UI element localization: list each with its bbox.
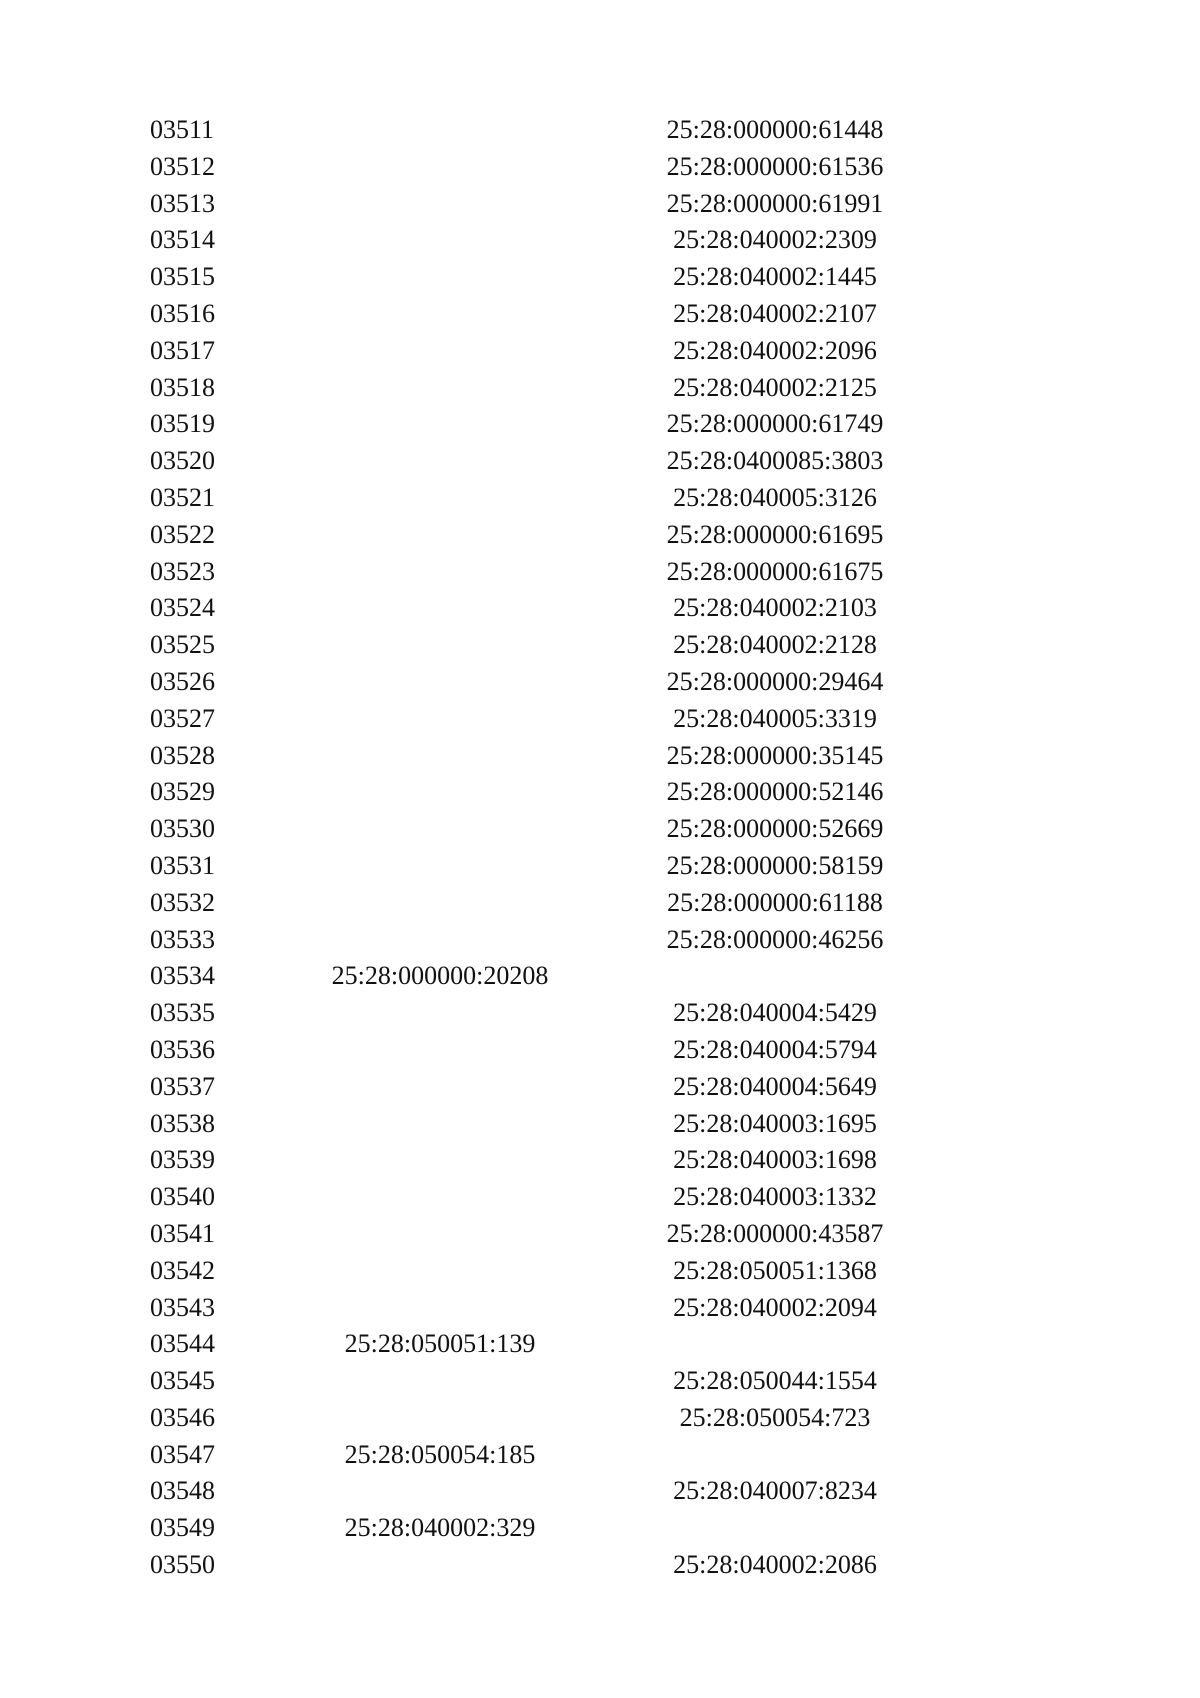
row-number: 03514	[150, 225, 215, 255]
cadastral-number-col-b: 25:28:050054:723	[679, 1402, 871, 1432]
table-row	[150, 1032, 970, 1069]
table-row	[150, 222, 970, 259]
cadastral-number-col-b: 25:28:040002:2096	[673, 335, 877, 365]
table-row	[150, 1510, 970, 1547]
cadastral-number-col-b: 25:28:000000:46256	[666, 924, 884, 954]
row-number: 03548	[150, 1476, 215, 1506]
table-row	[150, 296, 970, 333]
table-row	[150, 149, 970, 186]
row-number: 03525	[150, 630, 215, 660]
cadastral-number-col-b: 25:28:000000:61695	[666, 519, 884, 549]
row-number: 03534	[150, 961, 215, 991]
table-row	[150, 1142, 970, 1179]
row-number: 03523	[150, 556, 215, 586]
cadastral-number-col-b: 25:28:000000:35145	[666, 740, 884, 770]
table-row	[150, 995, 970, 1032]
row-number: 03520	[150, 446, 215, 476]
row-number: 03522	[150, 519, 215, 549]
table-row	[150, 1216, 970, 1253]
table-row	[150, 443, 970, 480]
cadastral-number-col-b: 25:28:040005:3319	[673, 703, 877, 733]
table-row	[150, 333, 970, 370]
row-number: 03529	[150, 777, 215, 807]
cadastral-number-col-b: 25:28:000000:52669	[666, 814, 884, 844]
row-number: 03536	[150, 1034, 215, 1064]
row-number: 03535	[150, 998, 215, 1028]
table-row	[150, 554, 970, 591]
table-row	[150, 1326, 970, 1363]
row-number: 03527	[150, 703, 215, 733]
cadastral-number-col-b: 25:28:040004:5794	[673, 1034, 877, 1064]
table-row	[150, 885, 970, 922]
cadastral-number-col-b: 25:28:000000:61749	[666, 409, 884, 439]
cadastral-number-col-b: 25:28:040005:3126	[673, 482, 877, 512]
cadastral-number-col-a: 25:28:050054:185	[344, 1439, 536, 1469]
cadastral-number-col-b: 25:28:040002:2094	[673, 1292, 877, 1322]
record-table	[150, 112, 970, 1584]
table-row	[150, 1473, 970, 1510]
cadastral-number-col-b: 25:28:040002:1445	[673, 262, 877, 292]
cadastral-number-col-b: 25:28:000000:61675	[666, 556, 884, 586]
row-number: 03526	[150, 666, 215, 696]
table-row	[150, 1290, 970, 1327]
row-number: 03539	[150, 1145, 215, 1175]
row-number: 03547	[150, 1439, 215, 1469]
row-number: 03532	[150, 887, 215, 917]
row-number: 03545	[150, 1366, 215, 1396]
table-row	[150, 517, 970, 554]
cadastral-number-col-b: 25:28:040002:2128	[673, 630, 877, 660]
table-row	[150, 406, 970, 443]
row-number: 03533	[150, 924, 215, 954]
cadastral-number-col-a: 25:28:000000:20208	[331, 961, 549, 991]
table-row	[150, 958, 970, 995]
row-number: 03512	[150, 151, 215, 181]
cadastral-number-col-a: 25:28:040002:329	[344, 1513, 536, 1543]
cadastral-number-col-b: 25:28:040004:5429	[673, 998, 877, 1028]
row-number: 03528	[150, 740, 215, 770]
cadastral-number-col-b: 25:28:040002:2086	[673, 1550, 877, 1580]
row-number: 03524	[150, 593, 215, 623]
row-number: 03518	[150, 372, 215, 402]
table-row	[150, 186, 970, 223]
table-row	[150, 1363, 970, 1400]
cadastral-number-col-a: 25:28:050051:139	[344, 1329, 536, 1359]
row-number: 03515	[150, 262, 215, 292]
cadastral-number-col-b: 25:28:040007:8234	[673, 1476, 877, 1506]
row-number: 03538	[150, 1108, 215, 1138]
table-row	[150, 1400, 970, 1437]
table-row	[150, 1253, 970, 1290]
row-number: 03537	[150, 1071, 215, 1101]
table-row	[150, 1547, 970, 1584]
row-number: 03517	[150, 335, 215, 365]
table-row	[150, 1069, 970, 1106]
cadastral-number-col-b: 25:28:040002:2107	[673, 298, 877, 328]
cadastral-number-col-b: 25:28:050044:1554	[673, 1366, 877, 1396]
cadastral-number-col-b: 25:28:040002:2309	[673, 225, 877, 255]
table-row	[150, 774, 970, 811]
row-number: 03530	[150, 814, 215, 844]
cadastral-number-col-b: 25:28:000000:61448	[666, 115, 884, 144]
table-row	[150, 627, 970, 664]
row-number: 03521	[150, 482, 215, 512]
cadastral-number-col-b: 25:28:040002:2103	[673, 593, 877, 623]
table-row	[150, 811, 970, 848]
table-row	[150, 480, 970, 517]
row-number: 03519	[150, 409, 215, 439]
cadastral-number-col-b: 25:28:0400085:3803	[666, 446, 884, 476]
table-row	[150, 848, 970, 885]
cadastral-number-col-b: 25:28:000000:61991	[666, 188, 884, 218]
row-number: 03516	[150, 298, 215, 328]
cadastral-number-col-b: 25:28:050051:1368	[673, 1255, 877, 1285]
cadastral-number-col-b: 25:28:040003:1695	[673, 1108, 877, 1138]
cadastral-number-col-b: 25:28:000000:43587	[666, 1218, 884, 1248]
row-number: 03549	[150, 1513, 215, 1543]
table-row	[150, 112, 970, 149]
row-number: 03511	[150, 115, 215, 144]
table-row	[150, 1179, 970, 1216]
cadastral-number-col-b: 25:28:000000:58159	[666, 850, 884, 880]
row-number: 03541	[150, 1218, 215, 1248]
cadastral-number-col-b: 25:28:040003:1332	[673, 1182, 877, 1212]
row-number: 03542	[150, 1255, 215, 1285]
table-row	[150, 738, 970, 775]
table-row	[150, 1437, 970, 1474]
cadastral-number-col-b: 25:28:040002:2125	[673, 372, 877, 402]
row-number: 03531	[150, 850, 215, 880]
row-number: 03546	[150, 1402, 215, 1432]
row-number: 03540	[150, 1182, 215, 1212]
cadastral-number-col-b: 25:28:040004:5649	[673, 1071, 877, 1101]
table-row	[150, 1106, 970, 1143]
row-number: 03513	[150, 188, 215, 218]
row-number: 03544	[150, 1329, 215, 1359]
table-row	[150, 664, 970, 701]
cadastral-number-col-b: 25:28:000000:29464	[666, 666, 884, 696]
cadastral-number-col-b: 25:28:040003:1698	[673, 1145, 877, 1175]
cadastral-number-col-b: 25:28:000000:52146	[666, 777, 884, 807]
cadastral-number-col-b: 25:28:000000:61536	[666, 151, 884, 181]
table-row	[150, 370, 970, 407]
row-number: 03543	[150, 1292, 215, 1322]
cadastral-number-col-b: 25:28:000000:61188	[667, 887, 883, 917]
row-number: 03550	[150, 1550, 215, 1580]
table-row	[150, 259, 970, 296]
table-row	[150, 701, 970, 738]
table-row	[150, 590, 970, 627]
table-row	[150, 922, 970, 959]
